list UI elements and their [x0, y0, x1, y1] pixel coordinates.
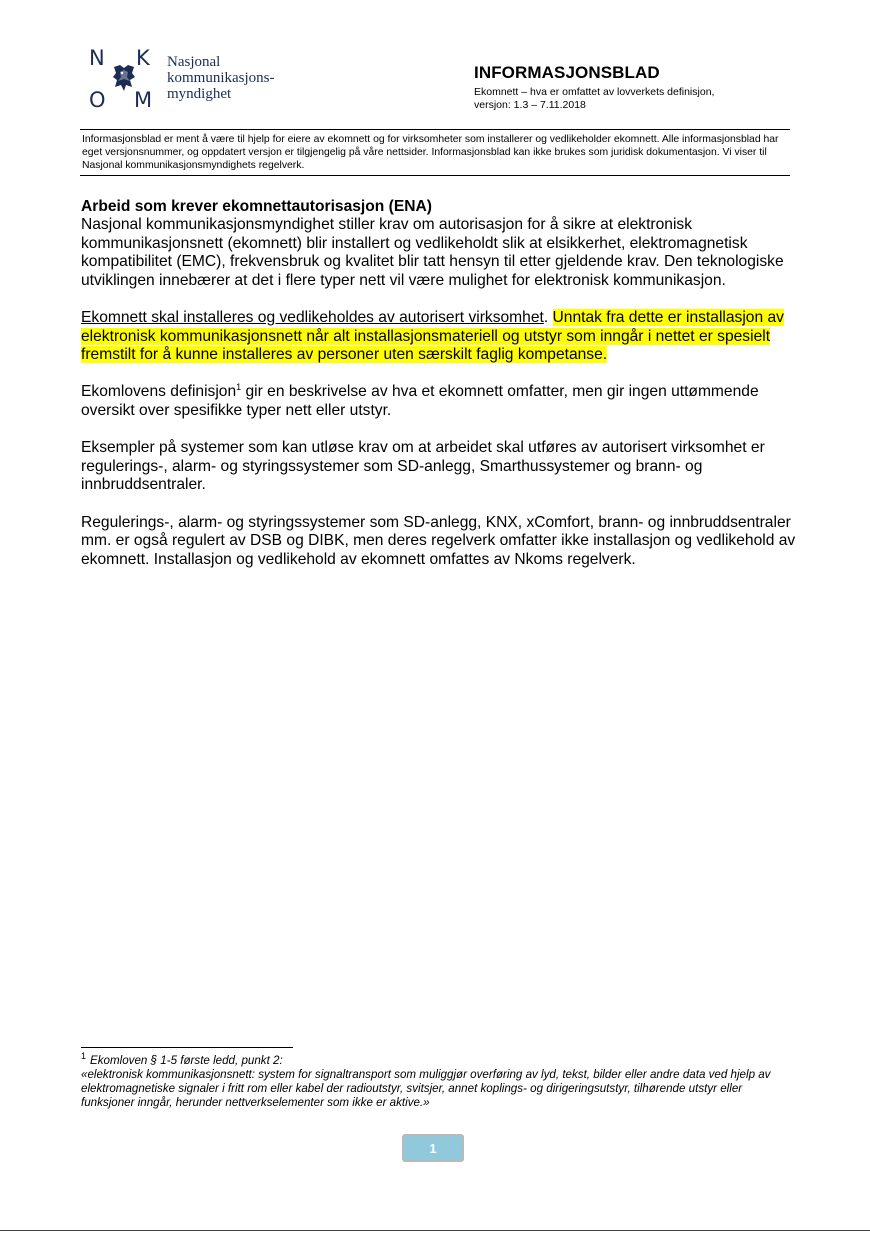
org-name-line: kommunikasjons-	[167, 70, 275, 86]
definition-text: Ekomlovens definisjon	[81, 383, 237, 401]
main-content	[81, 197, 801, 569]
definition-text-rest: gir en beskrivelse av hva et ekomnett omfatter, men gir ingen uttømmende oversikt over spesifikke typer nett eller utstyr.	[81, 383, 759, 419]
footnote-separator	[81, 1047, 293, 1048]
document-type-title: INFORMASJONSBLAD	[474, 63, 660, 82]
definition-paragraph	[81, 383, 801, 420]
footnote-source	[81, 1051, 781, 1068]
regulation-paragraph: Regulerings-, alarm- og styringssystemer som SD-anlegg, KNX, xComfort, brann- og innbruddsentraler mm. er også regulert av DSB og DIBK, men deres regelverk omfatter ikke installasjon og vedlikehold av ekomnett. Installasjon og vedlikehold av ekomnett omfattes av Nkoms regelverk.	[81, 513, 796, 568]
logo-letter-n: N	[89, 46, 105, 70]
footnote-quote: «elektronisk kommunikasjonsnett: system for signaltransport som muliggjør overføring av lyd, tekst, bilder eller andre data ved hjelp av elektromagnetiske signaler i fritt rom eller kabel der radioutstyr, svitsjer, annet koplings- og dirigeringsutstyr, tilhørende utstyr eller funksjoner inngår, herunder nettverkselementer som ikke er aktive.»	[81, 1068, 771, 1109]
footnote	[81, 1051, 781, 1110]
info-top-rule	[80, 129, 790, 130]
org-name	[167, 54, 297, 102]
org-name-line: Nasjonal	[167, 54, 221, 70]
subtitle-line: versjon: 1.3 – 7.11.2018	[474, 99, 586, 111]
rule-period: .	[543, 308, 549, 326]
rule-paragraph	[81, 309, 801, 365]
section-heading: Arbeid som krever ekomnettautorisasjon (ENA)	[81, 198, 432, 215]
info-disclaimer: Informasjonsblad er ment å være til hjelp for eiere av ekomnett og for virksomheter som installerer og vedlikeholder ekomnett. Alle informasjonsblad har eget versjonsnummer, og oppdatert versjon er tilgjengelig på våre nettsider. Informasjonsblad kan ikke brukes som juridisk dokumentasjon. Vi viser til Nasjonal kommunikasjonsmyndighets regelverk.	[82, 134, 779, 171]
intro-paragraph: Nasjonal kommunikasjonsmyndighet stiller krav om autorisasjon for å sikre at elektronisk kommunikasjonsnett (ekomnett) blir installert og vedlikeholdt slik at elsikkerhet, elektromagnetisk kompatibilitet (EMC), frekvensbruk og kvalitet blir tatt hensyn til etter gjeldende krav. Den teknologiske utviklingen innebærer at det i flere typer nett vil være mulighet for elektronisk kommunikasjon.	[81, 216, 784, 289]
logo-letter-o: O	[89, 88, 106, 112]
footnote-number: 1	[81, 1051, 87, 1062]
page-bottom-edge	[0, 1230, 870, 1231]
highlighted-exception: Unntak fra dette er installasjon av elektronisk kommunikasjonsnett når alt installasjonsmateriell og utstyr som inngår i nettet er spesielt fremstilt for å kunne installeres av personer uten særskilt faglig kompetanse.	[81, 308, 784, 364]
page-number-badge: 1	[402, 1134, 464, 1162]
subtitle-line: Ekomnett – hva er omfattet av lovverkets definisjon,	[474, 86, 715, 98]
document-subtitle	[474, 86, 774, 112]
rule-underlined-text: Ekomnett skal installeres og vedlikeholdes av autorisert virksomhet	[81, 308, 544, 326]
examples-paragraph: Eksempler på systemer som kan utløse krav om at arbeidet skal utføres av autorisert virksomhet er regulerings-, alarm- og styringssystemer som SD-anlegg, Smarthussystemer og brann- og innbruddsentraler.	[81, 439, 765, 494]
nkom-logo	[84, 46, 164, 116]
footnote-citation: Ekomloven § 1-5 første ledd, punkt 2:	[90, 1054, 283, 1067]
info-bottom-rule	[80, 175, 790, 176]
logo-letter-m: M	[134, 88, 153, 112]
norwegian-lion-icon	[110, 63, 138, 93]
footnote-reference[interactable]: 1	[236, 382, 242, 393]
org-name-line: myndighet	[167, 86, 232, 102]
logo-letter-k: K	[136, 46, 150, 70]
